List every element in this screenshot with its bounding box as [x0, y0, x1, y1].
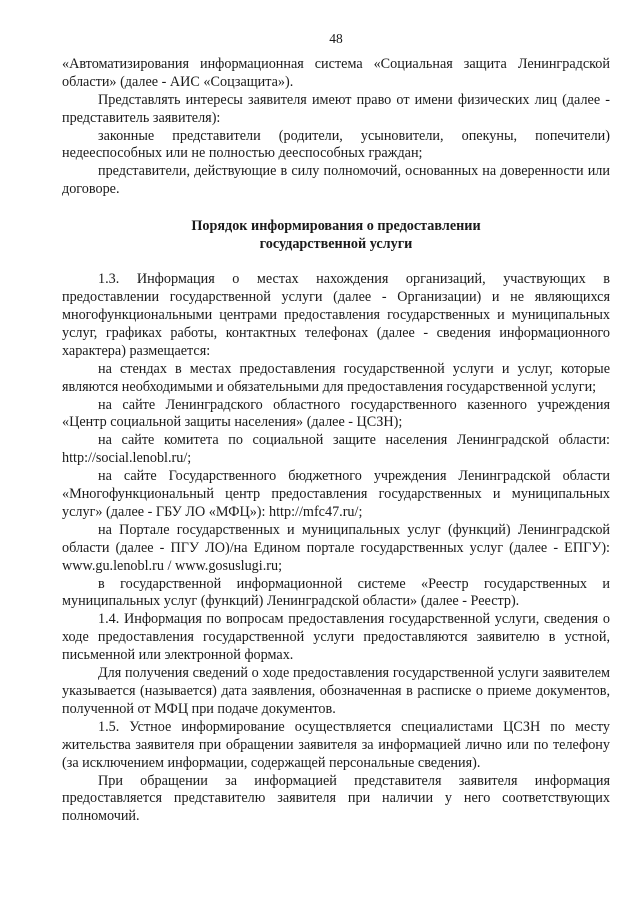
page-number: 48	[329, 31, 343, 46]
paragraph-legal-representatives: законные представители (родители, усыновители, опекуны, попечители) недееспособных или не полностью дееспособных граждан;	[62, 127, 610, 162]
section-heading	[62, 217, 610, 253]
paragraph-registry: в государственной информационной системе «Реестр государственных и муниципальных услуг (функций) Ленинградской области» (далее - Реестр).	[62, 575, 610, 610]
paragraph-representatives: Представлять интересы заявителя имеют право от имени физических лиц (далее - представитель заявителя):	[62, 91, 610, 126]
paragraph-stands: на стендах в местах предоставления государственной услуги и услуг, которые являются необходимыми и обязательными для предоставления государственной услуги;	[62, 360, 610, 395]
document-page	[62, 30, 610, 826]
paragraph-representative-request: При обращении за информацией представителя заявителя информация предоставляется представителю заявителя при наличии у него соответствующих полномочий.	[62, 772, 610, 825]
section-heading-line-1: Порядок информирования о предоставлении	[191, 218, 481, 235]
paragraph-cszn-site: на сайте Ленинградского областного государственного казенного учреждения «Центр социальной защиты населения» (далее - ЦСЗН);	[62, 396, 610, 431]
paragraph-1-5: 1.5. Устное информирование осуществляется специалистами ЦСЗН по месту жительства заявителя при обращении заявителя за информацией лично или по телефону (за исключением информации, содержащей персональные сведения).	[62, 718, 610, 771]
section-heading-line-2: государственной услуги	[259, 236, 413, 253]
paragraph-portal: на Портале государственных и муниципальных услуг (функций) Ленинградской области (далее - ПГУ ЛО)/на Едином портале государственных услуг (далее - ЕПГУ): www.gu.lenobl.ru / www.gosuslugi.ru;	[62, 521, 610, 574]
paragraph-authorized-representatives: представители, действующие в силу полномочий, основанных на доверенности или договоре.	[62, 163, 610, 198]
paragraph-1-3: 1.3. Информация о местах нахождения организаций, участвующих в предоставлении государственной услуги (далее - Организации) и не являющихся многофункциональными центрами предоставления государственных и муниципальных услуг, графиках работы, контактных телефонах (далее - сведения информационного характера) размещается:	[62, 271, 610, 359]
paragraph-mfc-site: на сайте Государственного бюджетного учреждения Ленинградской области «Многофункциональный центр предоставления государственных и муниципальных услуг» (далее - ГБУ ЛО «МФЦ»): http://mfc47.ru/;	[62, 468, 610, 520]
paragraph-1-4: 1.4. Информация по вопросам предоставления государственной услуги, сведения о ходе предоставления государственной услуги предоставляются заявителю в устной, письменной или электронной формах.	[62, 611, 610, 664]
paragraph-committee-site: на сайте комитета по социальной защите населения Ленинградской области: http://social.lenobl.ru/;	[62, 432, 610, 467]
paragraph-ais-definition: «Автоматизирования информационная система «Социальная защита Ленинградской области» (далее - АИС «Соцзащита»).	[62, 55, 610, 90]
paragraph-status-info: Для получения сведений о ходе предоставления государственной услуги заявителем указывается (называется) дата заявления, обозначенная в расписке о приеме документов, полученной от МФЦ при подаче документов.	[62, 665, 610, 717]
